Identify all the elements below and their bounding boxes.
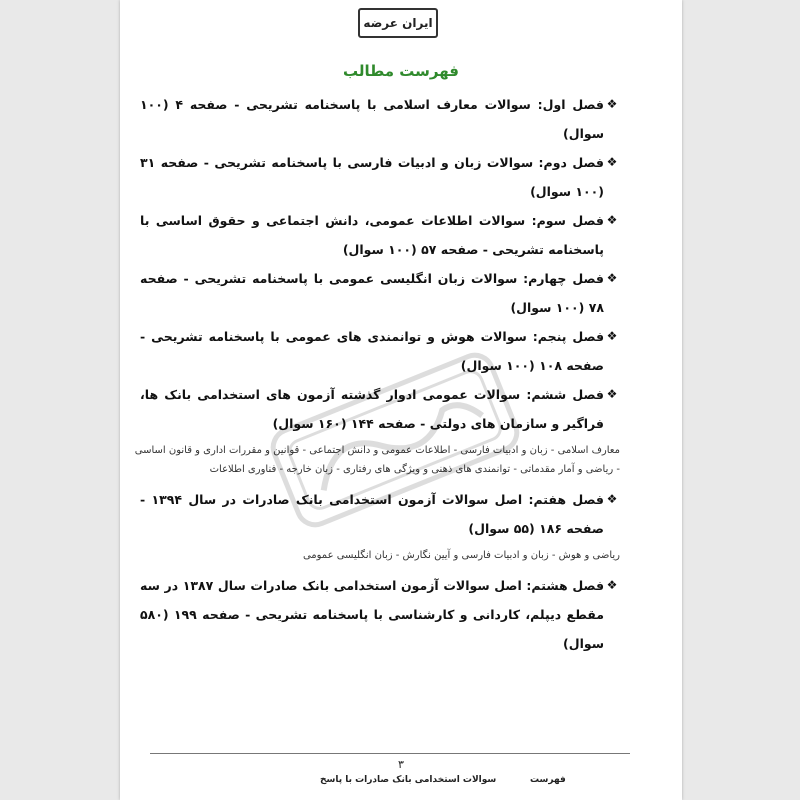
topic-line: - ریاضی و آمار مقدماتی - توانمندی های ذهنی و ویژگی های رفتاری - زبان خارجه - فناوری اطلاعات [209, 464, 620, 475]
toc-entry-text: فصل پنجم: سوالات هوش و توانمندی های عمومی با پاسخنامه تشریحی - صفحه ۱۰۸ (۱۰۰ سوال) [140, 329, 604, 373]
footer-book-title: سوالات استخدامی بانک صادرات با پاسخ [320, 775, 497, 785]
chapter-7-topics [140, 546, 620, 565]
diamond-bullet-icon: ❖ [606, 97, 618, 111]
diamond-bullet-icon: ❖ [606, 387, 618, 401]
toc-entry-chapter-2 [140, 148, 620, 206]
footer-divider [150, 753, 630, 754]
toc-entry-chapter-3 [140, 206, 620, 264]
topic-line: ریاضی و هوش - زبان و ادبیات فارسی و آیین نگارش - زبان انگلیسی عمومی [302, 550, 620, 561]
diamond-bullet-icon: ❖ [606, 213, 618, 227]
toc-entry-text: فصل هشتم: اصل سوالات آزمون استخدامی بانک صادرات سال ۱۳۸۷ در سه مقطع دیپلم، کاردانی و کارشناسی با پاسخنامه تشریحی - صفحه ۱۹۹ (۵۸۰ سوال) [140, 578, 605, 651]
diamond-bullet-icon: ❖ [606, 492, 618, 506]
toc-entry-text: فصل اول: سوالات معارف اسلامی با پاسخنامه تشریحی - صفحه ۴ (۱۰۰ سوال) [140, 97, 604, 141]
page-number: ۳ [398, 758, 404, 771]
footer-section: فهرست [530, 775, 566, 785]
document-page [120, 0, 682, 800]
toc-entry-text: فصل دوم: سوالات زبان و ادبیات فارسی با پاسخنامه تشریحی - صفحه ۳۱ (۱۰۰ سوال) [140, 155, 604, 199]
topic-line: معارف اسلامی - زبان و ادبیات فارسی - اطلاعات عمومی و دانش اجتماعی - قوانین و مقررات اداری و قانون اساسی [134, 445, 620, 456]
diamond-bullet-icon: ❖ [606, 155, 618, 169]
toc-entry-text: فصل ششم: سوالات عمومی ادوار گذشته آزمون های استخدامی بانک ها، فراگیر و سازمان های دولتی - صفحه ۱۴۴ (۱۶۰ سوال) [140, 387, 604, 431]
toc-entry-chapter-4 [140, 264, 620, 322]
toc-entry-text: فصل هفتم: اصل سوالات آزمون استخدامی بانک صادرات در سال ۱۳۹۴ - صفحه ۱۸۶ (۵۵ سوال) [140, 492, 604, 536]
toc-entry-chapter-1 [140, 90, 620, 148]
toc-entry-text: فصل سوم: سوالات اطلاعات عمومی، دانش اجتماعی و حقوق اساسی با پاسخنامه تشریحی - صفحه ۵۷ (۱۰۰ سوال) [140, 213, 604, 257]
toc-entry-chapter-8 [140, 571, 620, 658]
diamond-bullet-icon: ❖ [606, 271, 618, 285]
diamond-bullet-icon: ❖ [606, 578, 618, 592]
toc-title: فهرست مطالب [343, 62, 459, 80]
diamond-bullet-icon: ❖ [606, 329, 618, 343]
logo-text: ایران عرضه [363, 16, 433, 30]
brand-logo [358, 8, 438, 38]
toc-entry-text: فصل چهارم: سوالات زبان انگلیسی عمومی با پاسخنامه تشریحی - صفحه ۷۸ (۱۰۰ سوال) [140, 271, 604, 315]
